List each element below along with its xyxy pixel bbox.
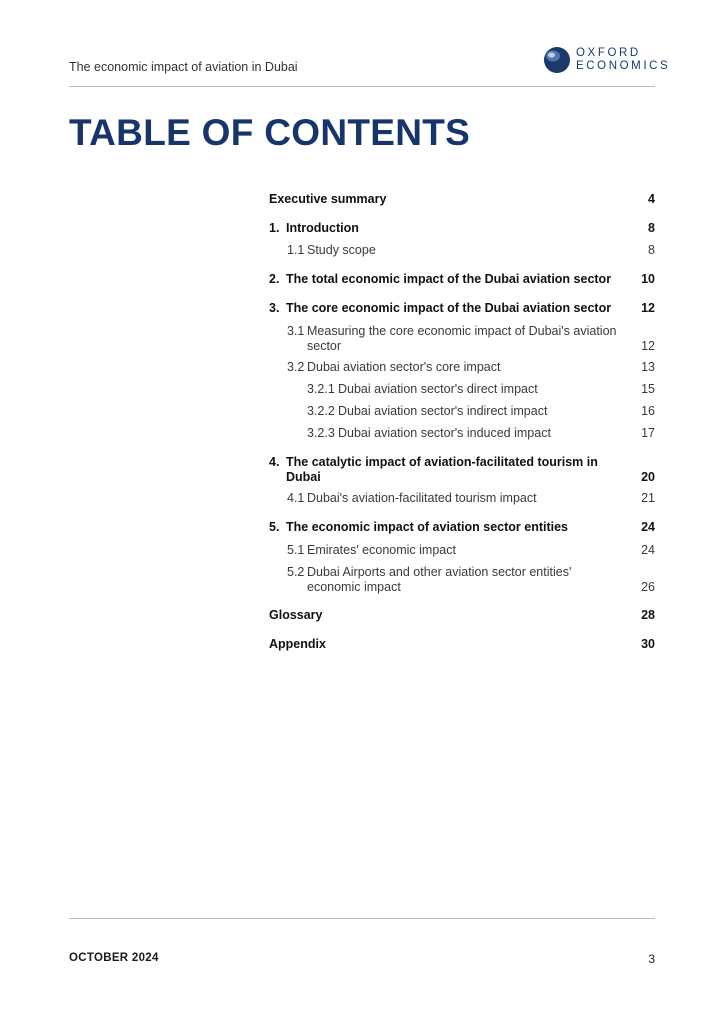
logo-line-2: ECONOMICS [576,60,671,72]
toc-entry-label: Executive summary [269,192,387,206]
toc-entry[interactable] [269,491,655,506]
toc-entry-page: 20 [641,470,655,484]
toc-entry-number: 1.1 [287,243,305,257]
toc-entry-label: The economic impact of aviation sector entities [286,520,569,534]
logo-line-1: OXFORD [576,47,641,59]
toc-entry-page: 4 [648,192,655,206]
toc-entry-page: 15 [641,382,655,396]
toc-entry-label: The catalytic impact of aviation-facilitated tourism in Dubai [286,455,598,484]
toc-entry[interactable] [269,404,655,419]
oxford-economics-logo-icon [543,46,571,74]
toc-entry[interactable] [269,360,655,375]
header-divider [69,86,655,87]
toc-entry-number: 5. [269,520,280,534]
toc-entry-number: 3.2.2 [307,404,335,418]
toc-entry[interactable] [269,520,655,535]
page-title: TABLE OF CONTENTS [69,112,471,153]
toc-entry[interactable] [269,272,655,287]
toc-entry-page: 13 [641,360,655,374]
toc-entry-page: 12 [641,301,655,315]
toc-entry-page: 17 [641,426,655,440]
oxford-economics-logo [543,46,670,74]
toc-entry-number: 3.2.3 [307,426,335,440]
toc-entry-label: Introduction [286,221,359,235]
toc-entry-label: Dubai aviation sector's induced impact [338,426,551,440]
toc-entry-page: 16 [641,404,655,418]
toc-entry[interactable] [269,382,655,397]
toc-entry-label: Study scope [307,243,376,257]
toc-entry-number: 2. [269,272,280,286]
toc-entry-label: The core economic impact of the Dubai aviation sector [286,301,612,315]
toc-entry-number: 3.2 [287,360,305,374]
toc-entry-label: Glossary [269,608,323,622]
toc-entry[interactable] [269,637,655,652]
document-title: The economic impact of aviation in Dubai [69,60,298,74]
toc-entry[interactable] [269,301,655,316]
toc-entry[interactable] [269,221,655,236]
toc-entry-number: 5.2 [287,565,305,579]
toc-entry-label: Appendix [269,637,326,651]
footer-date: OCTOBER 2024 [69,952,159,964]
toc-entry[interactable] [269,543,655,558]
toc-entry-label: Measuring the core economic impact of Dubai's aviation sector [307,324,617,353]
toc-entry-page: 8 [648,243,655,257]
toc-entry-number: 3.2.1 [307,382,335,396]
logo-wordmark [576,47,670,73]
toc-entry[interactable] [269,455,655,485]
toc-entry-page: 30 [641,637,655,651]
toc-entry-page: 10 [641,272,655,286]
toc-entry-page: 8 [648,221,655,235]
toc-entry-number: 4.1 [287,491,305,505]
toc-entry-page: 28 [641,608,655,622]
footer-divider [69,918,655,919]
toc-entry-page: 24 [641,520,655,534]
toc-entry-page: 26 [641,580,655,594]
toc-entry[interactable] [269,426,655,441]
toc-entry[interactable] [269,608,655,623]
toc-entry-label: Dubai aviation sector's indirect impact [338,404,548,418]
toc-entry-page: 21 [641,491,655,505]
toc-entry-number: 5.1 [287,543,305,557]
toc-entry-number: 3. [269,301,280,315]
toc-entry-number: 4. [269,455,280,469]
toc-entry-label: Emirates' economic impact [307,543,456,557]
toc-entry[interactable] [269,565,655,595]
toc-entry-label: The total economic impact of the Dubai aviation sector [286,272,612,286]
toc-entry-label: Dubai aviation sector's direct impact [338,382,538,396]
toc-entry-number: 1. [269,221,280,235]
toc-entry-page: 24 [641,543,655,557]
toc-entry-page: 12 [641,339,655,353]
toc-entry[interactable] [269,192,655,207]
toc-entry-label: Dubai's aviation-facilitated tourism impact [307,491,537,505]
page-number: 3 [648,952,655,966]
toc-entry[interactable] [269,324,655,354]
toc-entry-number: 3.1 [287,324,305,338]
toc-entry-label: Dubai Airports and other aviation sector entities' economic impact [307,565,572,594]
toc-entry[interactable] [269,243,655,258]
toc-entry-label: Dubai aviation sector's core impact [307,360,501,374]
